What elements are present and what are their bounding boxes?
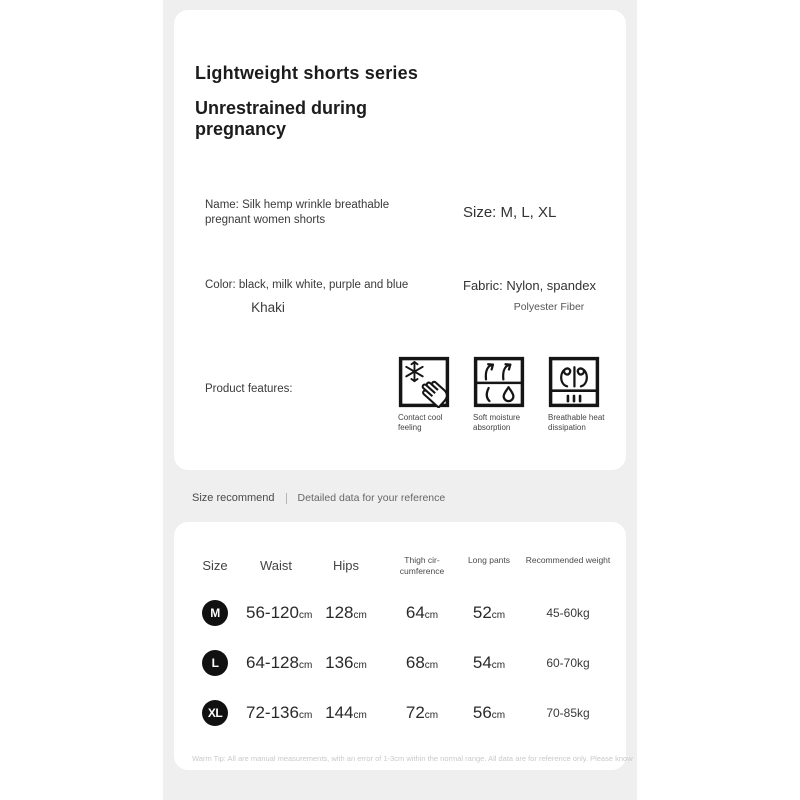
warm-tip-text: Warm Tip: All are manual measurements, with an error of 1-3cm within the normal range. All data are for reference only. Please know bbox=[192, 753, 633, 763]
unit-label: cm bbox=[491, 660, 506, 671]
col-header-thigh: Thigh cir-cumference bbox=[399, 555, 445, 577]
pants-value: 54 bbox=[472, 653, 492, 672]
product-title: Lightweight shorts series bbox=[195, 63, 419, 84]
feature-item-cool bbox=[398, 356, 461, 433]
size-table-card bbox=[174, 522, 633, 770]
unit-label: cm bbox=[353, 660, 367, 671]
waist-value: 72-136 bbox=[246, 703, 299, 722]
thigh-value: 64 bbox=[405, 603, 425, 622]
waist-value: 64-128 bbox=[246, 653, 299, 672]
col-header-size: Size bbox=[202, 558, 228, 573]
feature-item-breathable bbox=[548, 356, 611, 433]
size-recommend-strip bbox=[192, 489, 445, 507]
moisture-absorption-icon bbox=[473, 356, 536, 408]
table-row bbox=[184, 688, 616, 738]
unit-label: cm bbox=[491, 710, 506, 721]
cool-touch-icon bbox=[398, 356, 461, 408]
pants-value: 56 bbox=[472, 703, 492, 722]
hips-value: 136 bbox=[325, 653, 354, 672]
product-color-extra: Khaki bbox=[251, 299, 285, 315]
size-badge: L bbox=[202, 650, 228, 676]
breathable-heat-icon bbox=[548, 356, 611, 408]
hips-value: 128 bbox=[325, 603, 354, 622]
size-badge: XL bbox=[202, 700, 228, 726]
product-subtitle: Unrestrained during pregnancy bbox=[195, 97, 368, 139]
weight-value: 60-70kg bbox=[546, 656, 590, 670]
product-info-card bbox=[174, 10, 626, 470]
weight-value: 70-85kg bbox=[546, 706, 590, 720]
table-row bbox=[184, 588, 616, 638]
unit-label: cm bbox=[491, 610, 506, 621]
table-row bbox=[184, 638, 616, 688]
product-size-text: Size: M, L, XL bbox=[463, 204, 557, 221]
thigh-value: 68 bbox=[405, 653, 425, 672]
unit-label: cm bbox=[298, 710, 313, 721]
product-fabric-extra: Polyester Fiber bbox=[513, 300, 585, 313]
product-features-label: Product features: bbox=[205, 382, 293, 395]
size-table-header bbox=[184, 552, 616, 577]
feature-caption: Soft moisture absorption bbox=[473, 413, 521, 432]
unit-label: cm bbox=[298, 610, 313, 621]
unit-label: cm bbox=[424, 610, 439, 621]
feature-caption: Breathable heat dissipation bbox=[548, 413, 605, 432]
unit-label: cm bbox=[353, 610, 367, 621]
feature-caption: Contact cool feeling bbox=[398, 413, 443, 432]
col-header-hips: Hips bbox=[332, 558, 359, 573]
thigh-value: 72 bbox=[405, 703, 425, 722]
waist-value: 56-120 bbox=[246, 603, 299, 622]
feature-item-moisture bbox=[473, 356, 536, 433]
col-header-weight: Recommended weight bbox=[525, 555, 611, 565]
product-name-text: Name: Silk hemp wrinkle breathable pregnant women shorts bbox=[205, 198, 390, 226]
product-color-text: Color: black, milk white, purple and blue bbox=[205, 278, 409, 291]
col-header-pants: Long pants bbox=[467, 555, 511, 565]
hips-value: 144 bbox=[325, 703, 354, 722]
unit-label: cm bbox=[424, 660, 439, 671]
pants-value: 52 bbox=[472, 603, 492, 622]
divider bbox=[286, 493, 287, 504]
size-badge: M bbox=[202, 600, 228, 626]
unit-label: cm bbox=[353, 710, 367, 721]
unit-label: cm bbox=[298, 660, 313, 671]
unit-label: cm bbox=[424, 710, 439, 721]
product-fabric-text: Fabric: Nylon, spandex bbox=[463, 278, 596, 293]
feature-list bbox=[398, 356, 611, 433]
size-recommend-heading: Size recommend bbox=[192, 492, 275, 504]
size-recommend-subheading: Detailed data for your reference bbox=[297, 492, 446, 504]
col-header-waist: Waist bbox=[259, 558, 293, 573]
weight-value: 45-60kg bbox=[546, 606, 590, 620]
